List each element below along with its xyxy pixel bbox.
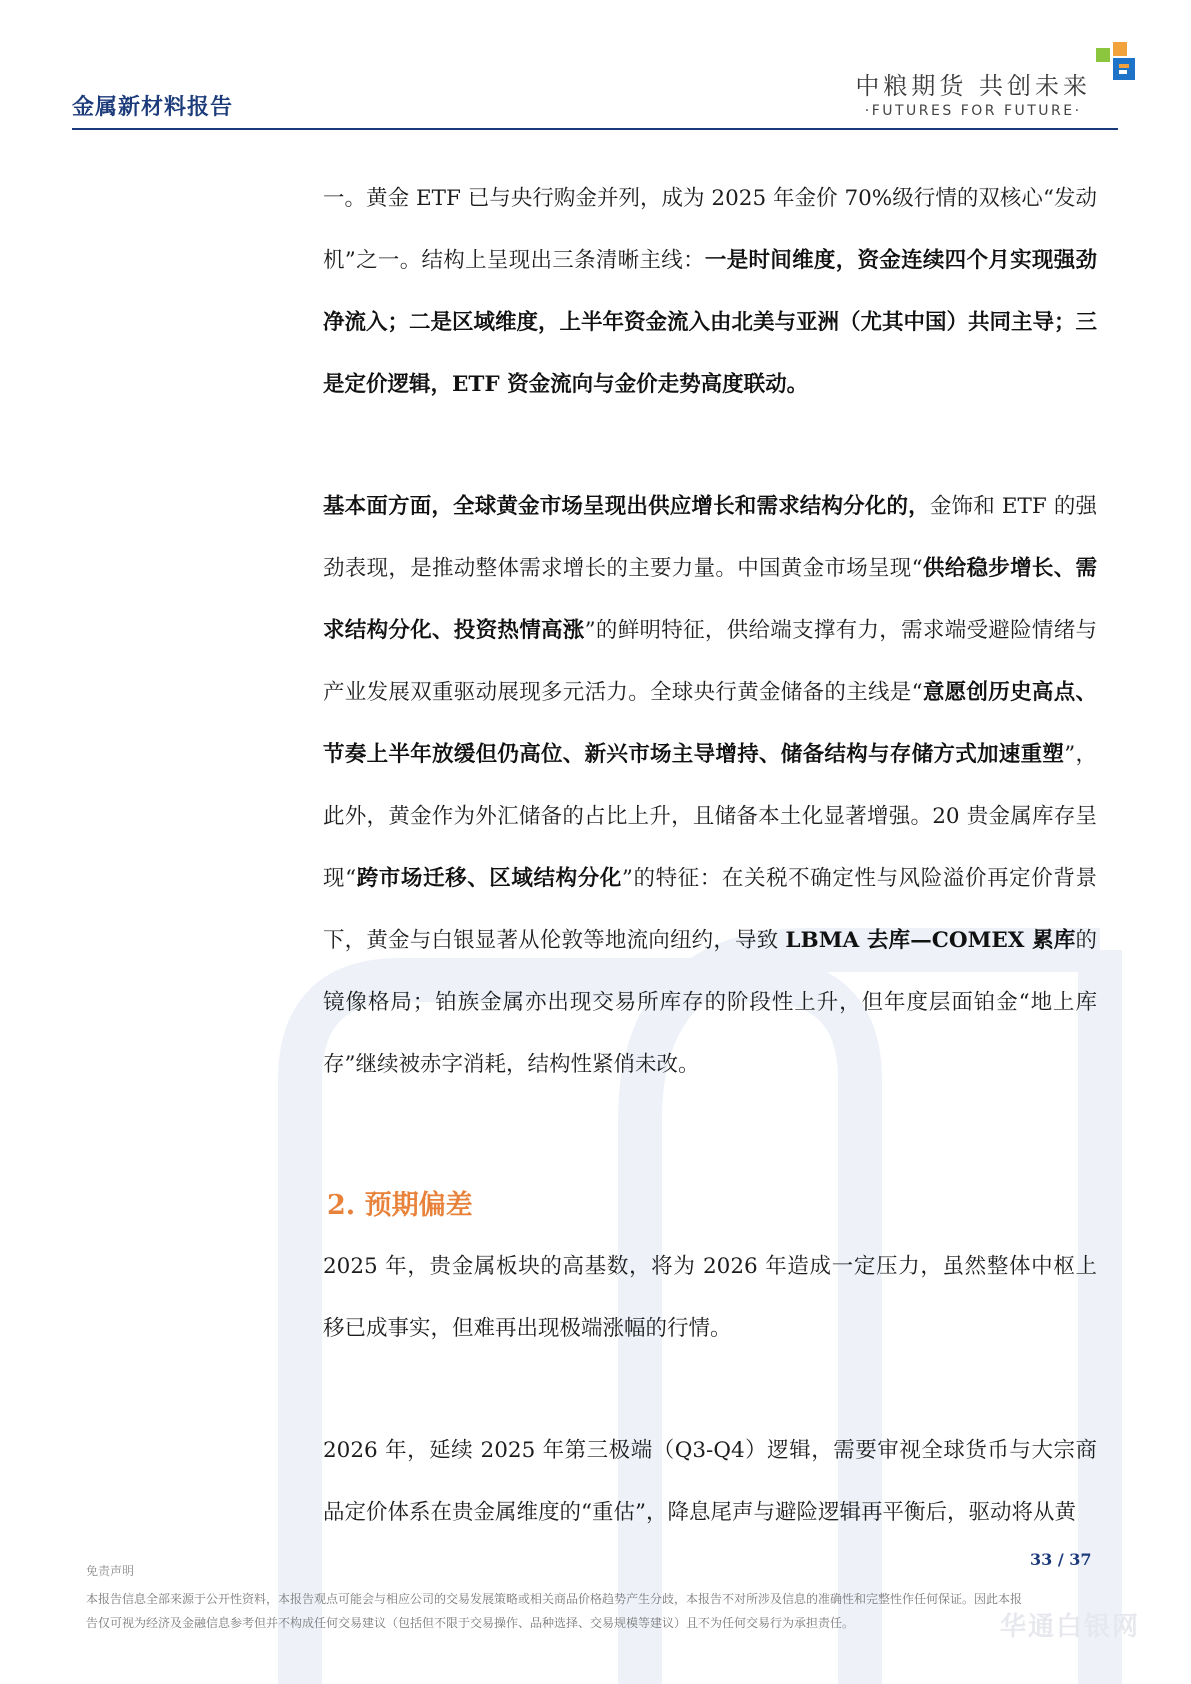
p2-run-8: LBMA 去库—COMEX 累库 (785, 928, 1076, 953)
p2-run-0: 基本面方面，全球黄金市场呈现出供应增长和需求结构分化的， (323, 494, 930, 519)
brand-slogan: ·FUTURES FOR FUTURE· (864, 103, 1082, 119)
p2-run-9: 的镜像格局；铂族金属亦出现交易所库存的阶段性上升，但年度层面铂金“地上库存”继续被赤字消耗，结构性紧俏未改。 (323, 928, 1097, 1077)
company-logo-icon (1096, 42, 1136, 80)
p1-run-1: 一是时间维度，资金连续四个月实现强劲净流入；二是区域维度，上半年资金流入由北美与亚洲（尤其中国）共同主导；三是定价逻辑，ETF 资金流向与金价走势高度联动。 (323, 248, 1098, 397)
section-heading: 2. 预期偏差 (327, 1190, 473, 1221)
header-divider (72, 128, 1118, 130)
site-watermark: 华通白银网 (1000, 1612, 1141, 1642)
disclaimer-title: 免责声明 (86, 1564, 135, 1578)
report-body (323, 168, 1097, 1544)
paragraph-expectation-2025: 2025 年，贵金属板块的高基数，将为 2026 年造成一定压力，虽然整体中枢上移已成事实，但难再出现极端涨幅的行情。 (323, 1254, 1097, 1341)
p2-run-2: 供给稳步增长、需求结构分化、投资热情高涨 (323, 556, 1097, 643)
p2-run-4: 意愿创历史高点、节奏上半年放缓但仍高位、新兴市场主导增持、储备结构与存储方式加速重塑 (323, 680, 1097, 767)
p1-run-0: 一。黄金 ETF 已与央行购金并列，成为 2025 年金价 70%级行情的双核心“发动机”之一。结构上呈现出三条清晰主线： (323, 186, 1097, 273)
paragraph-etf (323, 168, 1097, 416)
paragraph-fundamentals (323, 476, 1097, 1096)
paragraph-expectation-2026: 2026 年，延续 2025 年第三极端（Q3-Q4）逻辑，需要审视全球货币与大宗商品定价体系在贵金属维度的“重估”，降息尾声与避险逻辑再平衡后，驱动将从黄 (323, 1438, 1097, 1525)
page-number: 33 / 37 (1030, 1550, 1092, 1569)
disclaimer (86, 1562, 1026, 1635)
p2-run-5: ”，此外，黄金作为外汇储备的占比上升，且储备本土化显著增强。20 贵金属库存呈现“ (323, 742, 1097, 891)
disclaimer-text: 本报告信息全部来源于公开性资料，本报告观点可能会与相应公司的交易发展策略或相关商品价格趋势产生分歧，本报告不对所涉及信息的准确性和完整性作任何保证。因此本报告仅可视为经济及金融信息参考但并不构成任何交易建议（包括但不限于交易操作、品种选择、交易规模等建议）且不为任何交易行为承担责任。 (86, 1592, 1023, 1630)
p2-run-3: ”的鲜明特征，供给端支撑有力，需求端受避险情绪与产业发展双重驱动展现多元活力。全球央行黄金储备的主线是“ (323, 618, 1097, 705)
p2-run-7: ”的特征：在关税不确定性与风险溢价再定价背景下，黄金与白银显著从伦敦等地流向纽约，导致 (323, 866, 1097, 953)
brand-name: 中粮期货 共创未来 (855, 72, 1091, 100)
p2-run-6: 跨市场迁移、区域结构分化 (356, 866, 622, 891)
report-title: 金属新材料报告 (72, 95, 234, 120)
p2-run-1: 金饰和 ETF 的强劲表现，是推动整体需求增长的主要力量。中国黄金市场呈现“ (323, 494, 1097, 581)
brand-block (855, 66, 1091, 119)
